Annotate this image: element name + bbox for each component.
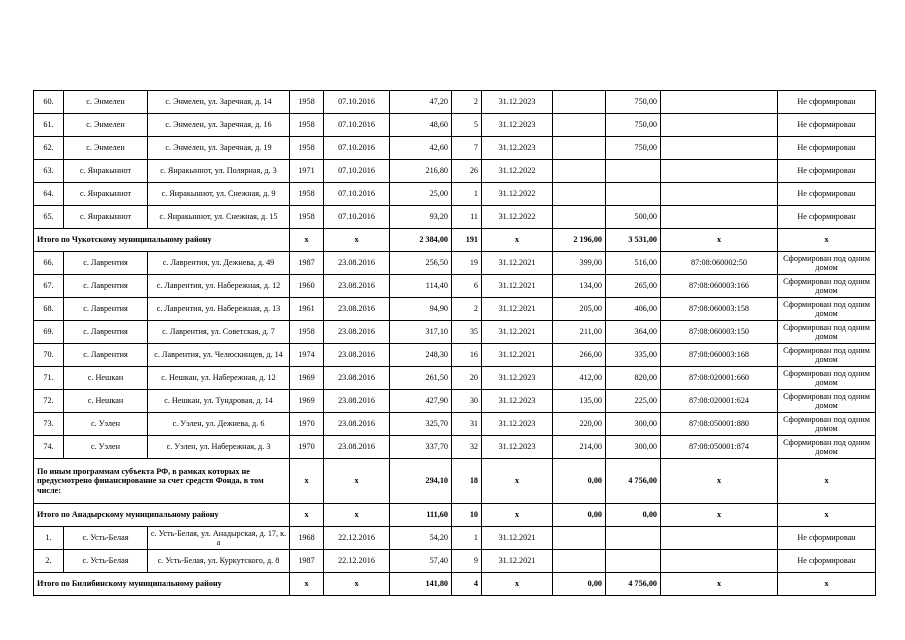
date-cell: x xyxy=(324,229,390,252)
date-cell: 22.12.2016 xyxy=(324,550,390,573)
amount-cell: 265,00 xyxy=(606,275,661,298)
people-cell: 19 xyxy=(452,252,482,275)
status-cell: Сформирован под одним домом xyxy=(778,275,876,298)
address-cell: с. Лаврентия, ул. Набережная, д. 12 xyxy=(148,275,290,298)
row-number: 67. xyxy=(34,275,64,298)
table-row xyxy=(34,160,876,183)
table-row xyxy=(34,321,876,344)
address-cell: с. Уэлен, ул. Набережная, д. 3 xyxy=(148,436,290,459)
date-cell: x xyxy=(324,504,390,527)
people-cell: 35 xyxy=(452,321,482,344)
area-cell: 42,60 xyxy=(390,137,452,160)
row-number: 1. xyxy=(34,527,64,550)
deadline-cell: 31.12.2022 xyxy=(482,206,553,229)
total-label: Итого по Анадырскому муниципальному району xyxy=(34,504,290,527)
year-cell: 1987 xyxy=(290,252,324,275)
deadline-cell: 31.12.2021 xyxy=(482,298,553,321)
status-cell: Сформирован под одним домом xyxy=(778,298,876,321)
amount-cell: 266,00 xyxy=(553,344,606,367)
cadastre-cell: x xyxy=(661,573,778,596)
address-cell: с. Усть-Белая, ул. Анадырская, д. 17, к. а xyxy=(148,527,290,550)
amount-cell: 300,00 xyxy=(606,413,661,436)
people-cell: 7 xyxy=(452,137,482,160)
cadastre-cell: 87:08:020001:660 xyxy=(661,367,778,390)
address-cell: с. Нешкан, ул. Тундровая, д. 14 xyxy=(148,390,290,413)
people-cell: 30 xyxy=(452,390,482,413)
cadastre-cell: 87:08:050001:880 xyxy=(661,413,778,436)
locality-cell: с. Усть-Белая xyxy=(64,550,148,573)
total-row xyxy=(34,229,876,252)
row-number: 66. xyxy=(34,252,64,275)
amount-cell xyxy=(606,550,661,573)
amount-cell: 220,00 xyxy=(553,413,606,436)
amount-cell: 406,00 xyxy=(606,298,661,321)
status-cell: Сформирован под одним домом xyxy=(778,252,876,275)
amount-cell: 335,00 xyxy=(606,344,661,367)
people-cell: 26 xyxy=(452,160,482,183)
date-cell: 23.08.2016 xyxy=(324,321,390,344)
status-cell: Сформирован под одним домом xyxy=(778,321,876,344)
area-cell: 111,60 xyxy=(390,504,452,527)
table-row xyxy=(34,206,876,229)
cadastre-cell xyxy=(661,206,778,229)
year-cell: 1971 xyxy=(290,160,324,183)
address-cell: с. Лаврентия, ул. Дежнева, д. 49 xyxy=(148,252,290,275)
year-cell: 1958 xyxy=(290,114,324,137)
area-cell: 325,70 xyxy=(390,413,452,436)
address-cell: с. Янракыннот, ул. Полярная, д. 3 xyxy=(148,160,290,183)
housing-table xyxy=(33,90,876,596)
people-cell: 31 xyxy=(452,413,482,436)
area-cell: 248,30 xyxy=(390,344,452,367)
amount-cell: 135,00 xyxy=(553,390,606,413)
amount-cell: 750,00 xyxy=(606,137,661,160)
row-number: 72. xyxy=(34,390,64,413)
amount-cell xyxy=(553,183,606,206)
deadline-cell: 31.12.2022 xyxy=(482,160,553,183)
amount-cell: 300,00 xyxy=(606,436,661,459)
status-cell: Не сформирован xyxy=(778,206,876,229)
status-cell: Не сформирован xyxy=(778,137,876,160)
deadline-cell: 31.12.2021 xyxy=(482,321,553,344)
table-row xyxy=(34,527,876,550)
cadastre-cell: 87:08:060002:50 xyxy=(661,252,778,275)
people-cell: 11 xyxy=(452,206,482,229)
table-row xyxy=(34,390,876,413)
people-cell: 2 xyxy=(452,298,482,321)
locality-cell: с. Нешкан xyxy=(64,390,148,413)
row-number: 73. xyxy=(34,413,64,436)
amount-cell: 750,00 xyxy=(606,91,661,114)
people-cell: 6 xyxy=(452,275,482,298)
row-number: 69. xyxy=(34,321,64,344)
amount-cell xyxy=(606,527,661,550)
deadline-cell: 31.12.2022 xyxy=(482,183,553,206)
status-cell: Сформирован под одним домом xyxy=(778,344,876,367)
deadline-cell: x xyxy=(482,459,553,504)
status-cell: Сформирован под одним домом xyxy=(778,413,876,436)
area-cell: 317,10 xyxy=(390,321,452,344)
locality-cell: с. Энмелен xyxy=(64,91,148,114)
deadline-cell: 31.12.2023 xyxy=(482,91,553,114)
people-cell: 2 xyxy=(452,91,482,114)
cadastre-cell xyxy=(661,183,778,206)
row-number: 60. xyxy=(34,91,64,114)
locality-cell: с. Янракыннот xyxy=(64,183,148,206)
locality-cell: с. Лаврентия xyxy=(64,275,148,298)
date-cell: 07.10.2016 xyxy=(324,114,390,137)
deadline-cell: 31.12.2023 xyxy=(482,390,553,413)
amount-cell: 134,00 xyxy=(553,275,606,298)
people-cell: 32 xyxy=(452,436,482,459)
date-cell: x xyxy=(324,459,390,504)
deadline-cell: 31.12.2021 xyxy=(482,550,553,573)
amount-cell xyxy=(553,91,606,114)
people-cell: 10 xyxy=(452,504,482,527)
row-number: 68. xyxy=(34,298,64,321)
amount-cell xyxy=(553,114,606,137)
area-cell: 294,10 xyxy=(390,459,452,504)
row-number: 61. xyxy=(34,114,64,137)
locality-cell: с. Лаврентия xyxy=(64,321,148,344)
date-cell: x xyxy=(324,573,390,596)
year-cell: 1960 xyxy=(290,275,324,298)
area-cell: 337,70 xyxy=(390,436,452,459)
cadastre-cell xyxy=(661,550,778,573)
area-cell: 94,90 xyxy=(390,298,452,321)
people-cell: 4 xyxy=(452,573,482,596)
total-label: Итого по Билибинскому муниципальному району xyxy=(34,573,290,596)
area-cell: 47,20 xyxy=(390,91,452,114)
locality-cell: с. Лаврентия xyxy=(64,252,148,275)
cadastre-cell: 87:08:050001:874 xyxy=(661,436,778,459)
date-cell: 22.12.2016 xyxy=(324,527,390,550)
address-cell: с. Лаврентия, ул. Советская, д. 7 xyxy=(148,321,290,344)
deadline-cell: x xyxy=(482,504,553,527)
area-cell: 25,00 xyxy=(390,183,452,206)
year-cell: 1970 xyxy=(290,413,324,436)
year-cell: x xyxy=(290,573,324,596)
status-cell: Сформирован под одним домом xyxy=(778,436,876,459)
year-cell: 1958 xyxy=(290,91,324,114)
amount-cell: 2 196,00 xyxy=(553,229,606,252)
amount-cell: 399,00 xyxy=(553,252,606,275)
date-cell: 07.10.2016 xyxy=(324,91,390,114)
row-number: 71. xyxy=(34,367,64,390)
year-cell: x xyxy=(290,229,324,252)
table-row xyxy=(34,275,876,298)
locality-cell: с. Нешкан xyxy=(64,367,148,390)
cadastre-cell: x xyxy=(661,229,778,252)
amount-cell: 4 756,00 xyxy=(606,573,661,596)
amount-cell: 214,00 xyxy=(553,436,606,459)
address-cell: с. Энмелен, ул. Заречная, д. 16 xyxy=(148,114,290,137)
deadline-cell: 31.12.2023 xyxy=(482,114,553,137)
address-cell: с. Нешкан, ул. Набережная, д. 12 xyxy=(148,367,290,390)
amount-cell xyxy=(606,160,661,183)
year-cell: x xyxy=(290,504,324,527)
cadastre-cell: 87:08:020001:624 xyxy=(661,390,778,413)
deadline-cell: 31.12.2021 xyxy=(482,344,553,367)
amount-cell xyxy=(606,183,661,206)
amount-cell: 364,00 xyxy=(606,321,661,344)
area-cell: 261,50 xyxy=(390,367,452,390)
deadline-cell: 31.12.2021 xyxy=(482,275,553,298)
table-row xyxy=(34,367,876,390)
status-cell: Не сформирован xyxy=(778,527,876,550)
total-label: По иным программам субъекта РФ, в рамках которых не предусмотрено финансирование за счет средств Фонда, в том числе: xyxy=(34,459,290,504)
status-cell: x xyxy=(778,229,876,252)
table-row xyxy=(34,252,876,275)
area-cell: 54,20 xyxy=(390,527,452,550)
locality-cell: с. Лаврентия xyxy=(64,298,148,321)
address-cell: с. Лаврентия, ул. Челюскинцев, д. 14 xyxy=(148,344,290,367)
people-cell: 16 xyxy=(452,344,482,367)
people-cell: 9 xyxy=(452,550,482,573)
deadline-cell: 31.12.2023 xyxy=(482,413,553,436)
date-cell: 23.08.2016 xyxy=(324,252,390,275)
people-cell: 5 xyxy=(452,114,482,137)
cadastre-cell xyxy=(661,137,778,160)
status-cell: Не сформирован xyxy=(778,160,876,183)
total-row xyxy=(34,459,876,504)
status-cell: Не сформирован xyxy=(778,550,876,573)
total-row xyxy=(34,504,876,527)
cadastre-cell xyxy=(661,160,778,183)
date-cell: 23.08.2016 xyxy=(324,436,390,459)
amount-cell: 820,00 xyxy=(606,367,661,390)
year-cell: 1968 xyxy=(290,527,324,550)
table-row xyxy=(34,436,876,459)
deadline-cell: 31.12.2023 xyxy=(482,367,553,390)
amount-cell: 0,00 xyxy=(553,459,606,504)
cadastre-cell xyxy=(661,91,778,114)
row-number: 2. xyxy=(34,550,64,573)
total-row xyxy=(34,573,876,596)
amount-cell xyxy=(553,206,606,229)
amount-cell xyxy=(553,550,606,573)
status-cell: x xyxy=(778,459,876,504)
address-cell: с. Лаврентия, ул. Набережная, д. 13 xyxy=(148,298,290,321)
people-cell: 191 xyxy=(452,229,482,252)
cadastre-cell: x xyxy=(661,459,778,504)
year-cell: 1958 xyxy=(290,321,324,344)
date-cell: 07.10.2016 xyxy=(324,183,390,206)
table-row xyxy=(34,91,876,114)
status-cell: x xyxy=(778,504,876,527)
deadline-cell: 31.12.2021 xyxy=(482,252,553,275)
amount-cell: 225,00 xyxy=(606,390,661,413)
status-cell: Сформирован под одним домом xyxy=(778,367,876,390)
date-cell: 23.08.2016 xyxy=(324,298,390,321)
locality-cell: с. Усть-Белая xyxy=(64,527,148,550)
year-cell: 1974 xyxy=(290,344,324,367)
cadastre-cell: 87:08:060003:166 xyxy=(661,275,778,298)
address-cell: с. Усть-Белая, ул. Куркутского, д. 8 xyxy=(148,550,290,573)
cadastre-cell: 87:08:060003:168 xyxy=(661,344,778,367)
amount-cell: 205,00 xyxy=(553,298,606,321)
table-row xyxy=(34,183,876,206)
area-cell: 114,40 xyxy=(390,275,452,298)
status-cell: x xyxy=(778,573,876,596)
amount-cell: 0,00 xyxy=(553,504,606,527)
amount-cell xyxy=(553,527,606,550)
row-number: 74. xyxy=(34,436,64,459)
year-cell: 1958 xyxy=(290,183,324,206)
area-cell: 93,20 xyxy=(390,206,452,229)
people-cell: 18 xyxy=(452,459,482,504)
deadline-cell: 31.12.2023 xyxy=(482,436,553,459)
amount-cell: 412,00 xyxy=(553,367,606,390)
locality-cell: с. Лаврентия xyxy=(64,344,148,367)
status-cell: Сформирован под одним домом xyxy=(778,390,876,413)
table-row xyxy=(34,413,876,436)
deadline-cell: x xyxy=(482,229,553,252)
locality-cell: с. Янракыннот xyxy=(64,160,148,183)
year-cell: 1969 xyxy=(290,390,324,413)
date-cell: 07.10.2016 xyxy=(324,206,390,229)
year-cell: 1970 xyxy=(290,436,324,459)
table-row xyxy=(34,114,876,137)
people-cell: 1 xyxy=(452,527,482,550)
year-cell: x xyxy=(290,459,324,504)
row-number: 64. xyxy=(34,183,64,206)
table-row xyxy=(34,550,876,573)
amount-cell xyxy=(553,160,606,183)
total-label: Итого по Чукотскому муниципальному району xyxy=(34,229,290,252)
locality-cell: с. Энмелен xyxy=(64,137,148,160)
date-cell: 23.08.2016 xyxy=(324,275,390,298)
amount-cell: 4 756,00 xyxy=(606,459,661,504)
area-cell: 141,80 xyxy=(390,573,452,596)
date-cell: 23.08.2016 xyxy=(324,367,390,390)
deadline-cell: 31.12.2023 xyxy=(482,137,553,160)
locality-cell: с. Энмелен xyxy=(64,114,148,137)
area-cell: 57,40 xyxy=(390,550,452,573)
cadastre-cell: 87:08:060003:150 xyxy=(661,321,778,344)
year-cell: 1969 xyxy=(290,367,324,390)
amount-cell: 3 531,00 xyxy=(606,229,661,252)
date-cell: 07.10.2016 xyxy=(324,137,390,160)
year-cell: 1987 xyxy=(290,550,324,573)
date-cell: 23.08.2016 xyxy=(324,413,390,436)
row-number: 65. xyxy=(34,206,64,229)
table-row xyxy=(34,344,876,367)
date-cell: 07.10.2016 xyxy=(324,160,390,183)
row-number: 63. xyxy=(34,160,64,183)
address-cell: с. Энмелен, ул. Заречная, д. 19 xyxy=(148,137,290,160)
area-cell: 48,60 xyxy=(390,114,452,137)
row-number: 70. xyxy=(34,344,64,367)
amount-cell xyxy=(553,137,606,160)
locality-cell: с. Янракыннот xyxy=(64,206,148,229)
status-cell: Не сформирован xyxy=(778,114,876,137)
address-cell: с. Янракыннот, ул. Снежная, д. 15 xyxy=(148,206,290,229)
date-cell: 23.08.2016 xyxy=(324,344,390,367)
address-cell: с. Янракыннот, ул. Снежная, д. 9 xyxy=(148,183,290,206)
locality-cell: с. Уэлен xyxy=(64,436,148,459)
address-cell: с. Энмелен, ул. Заречная, д. 14 xyxy=(148,91,290,114)
year-cell: 1958 xyxy=(290,137,324,160)
status-cell: Не сформирован xyxy=(778,183,876,206)
deadline-cell: 31.12.2021 xyxy=(482,527,553,550)
date-cell: 23.08.2016 xyxy=(324,390,390,413)
cadastre-cell: x xyxy=(661,504,778,527)
people-cell: 20 xyxy=(452,367,482,390)
amount-cell: 0,00 xyxy=(606,504,661,527)
amount-cell: 516,00 xyxy=(606,252,661,275)
cadastre-cell xyxy=(661,114,778,137)
area-cell: 216,80 xyxy=(390,160,452,183)
year-cell: 1958 xyxy=(290,206,324,229)
address-cell: с. Уэлен, ул. Дежнева, д. 6 xyxy=(148,413,290,436)
status-cell: Не сформирован xyxy=(778,91,876,114)
area-cell: 427,90 xyxy=(390,390,452,413)
amount-cell: 750,00 xyxy=(606,114,661,137)
deadline-cell: x xyxy=(482,573,553,596)
people-cell: 1 xyxy=(452,183,482,206)
cadastre-cell: 87:08:060003:158 xyxy=(661,298,778,321)
cadastre-cell xyxy=(661,527,778,550)
table-row xyxy=(34,298,876,321)
table-row xyxy=(34,137,876,160)
locality-cell: с. Уэлен xyxy=(64,413,148,436)
area-cell: 2 384,00 xyxy=(390,229,452,252)
row-number: 62. xyxy=(34,137,64,160)
amount-cell: 500,00 xyxy=(606,206,661,229)
area-cell: 256,50 xyxy=(390,252,452,275)
table-body xyxy=(34,91,876,596)
year-cell: 1961 xyxy=(290,298,324,321)
amount-cell: 211,00 xyxy=(553,321,606,344)
amount-cell: 0,00 xyxy=(553,573,606,596)
